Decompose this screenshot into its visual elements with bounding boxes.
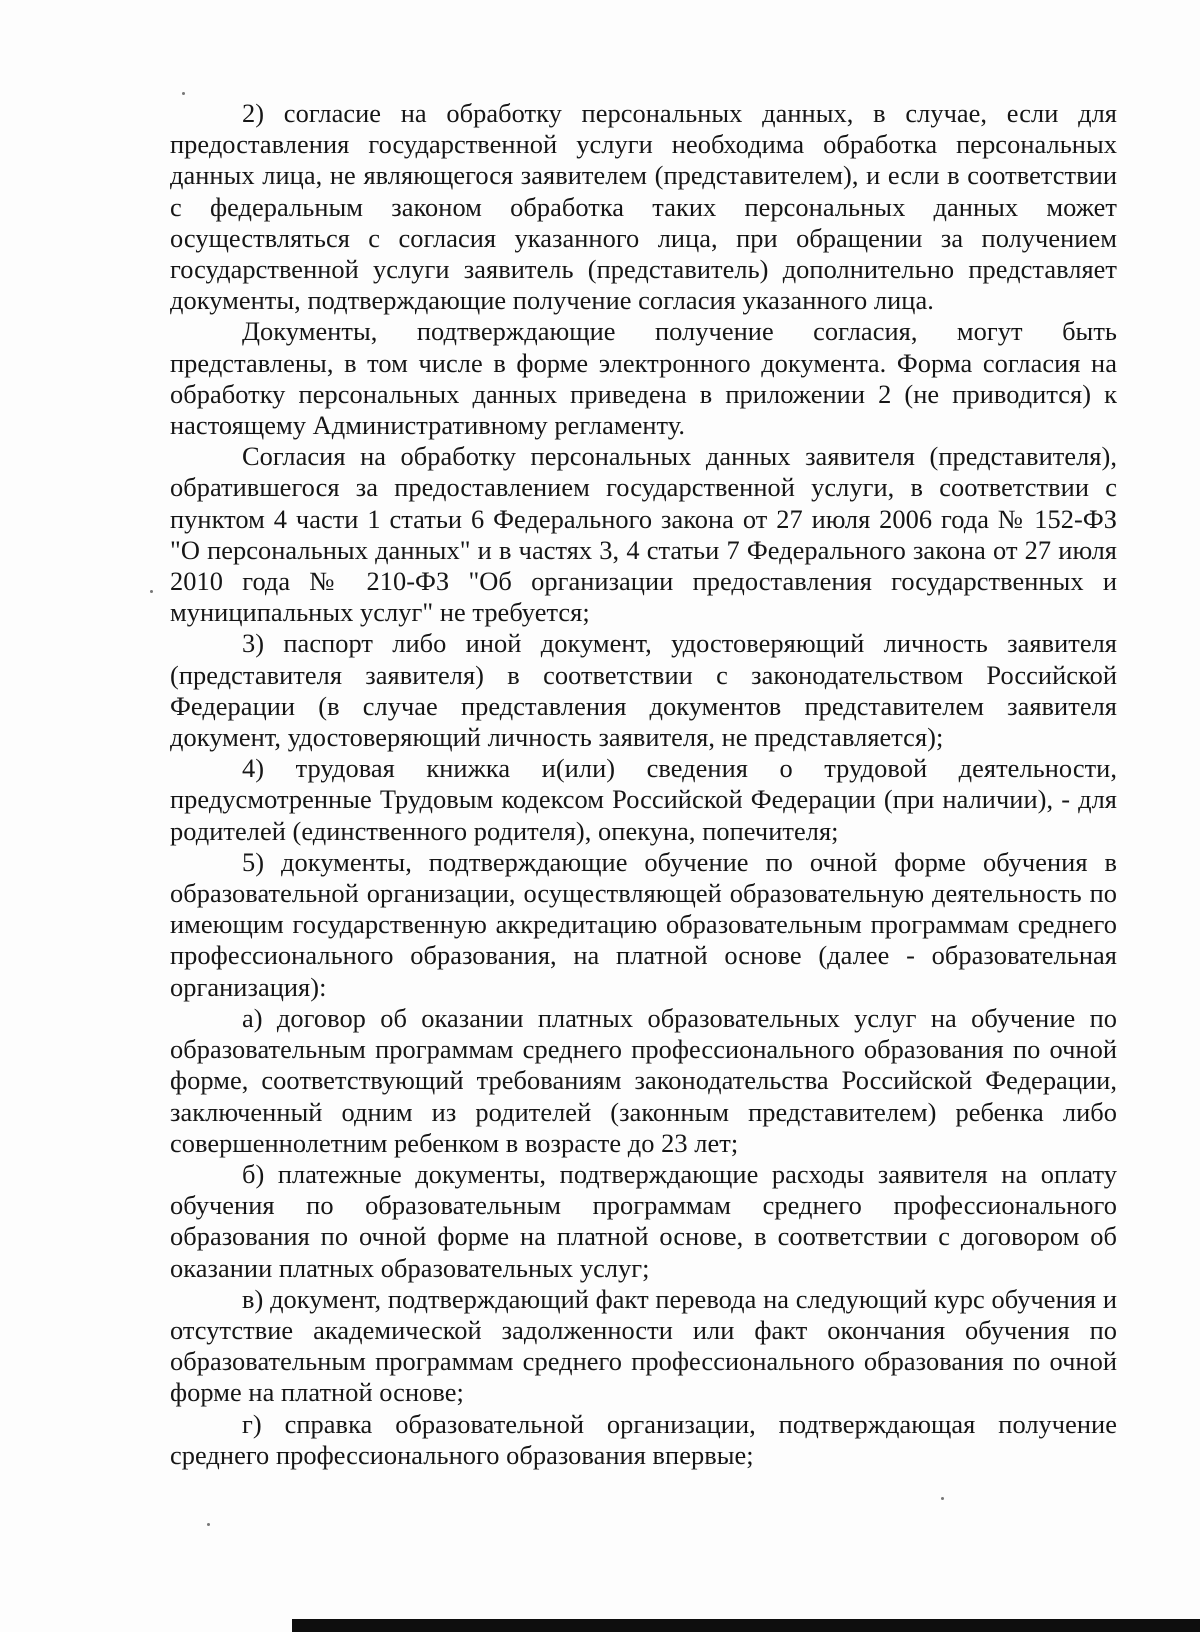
paragraph-passport: 3) паспорт либо иной документ, удостоверяющий личность заявителя (представителя заявителя) в соответствии с законодательством Российской Федерации (в случае представления документов представителем заявителя документ, удостоверяющий личность заявителя, не представляется); [170, 628, 1117, 753]
scan-speck [207, 1523, 210, 1526]
paragraph-consent-documents: Документы, подтверждающие получение согласия, могут быть представлены, в том числе в форме электронного документа. Форма согласия на обработку персональных данных приведена в приложении 2 (не приводится) к настоящему Административному регламенту. [170, 316, 1117, 441]
scan-speck [182, 92, 185, 95]
paragraph-consent-not-required: Согласия на обработку персональных данных заявителя (представителя), обратившегося за предоставлением государственной услуги, в соответствии с пунктом 4 части 1 статьи 6 Федерального закона от 27 июля 2006 года № 152-ФЗ "О персональных данных" и в частях 3, 4 статьи 7 Федерального закона от 27 июля 2010 года № 210-ФЗ "Об организации предоставления государственных и муниципальных услуг" не требуется; [170, 441, 1117, 628]
paragraph-consent: 2) согласие на обработку персональных данных, в случае, если для предоставления государственной услуги необходима обработка персональных данных лица, не являющегося заявителем (представителем), и если в соответствии с федеральным законом обработка таких персональных данных может осуществляться с согласия указанного лица, при обращении за получением государственной услуги заявитель (представитель) дополнительно представляет документы, подтверждающие получение согласия указанного лица. [170, 98, 1117, 316]
paragraph-item-v: в) документ, подтверждающий факт перевода на следующий курс обучения и отсутствие академической задолженности или факт окончания обучения по образовательным программам среднего профессионального образования по очной форме на платной основе; [170, 1283, 1117, 1408]
paragraph-education-documents: 5) документы, подтверждающие обучение по очной форме обучения в образовательной организации, осуществляющей образовательную деятельность по имеющим государственную аккредитацию образовательным программам среднего профессионального образования, на платной основе (далее - образовательная организация): [170, 846, 1117, 1002]
document-body [170, 98, 1117, 1471]
scan-speck [941, 1497, 944, 1500]
paragraph-item-g: г) справка образовательной организации, подтверждающая получение среднего профессионального образования впервые; [170, 1408, 1117, 1470]
paragraph-item-a: а) договор об оказании платных образовательных услуг на обучение по образовательным программам среднего профессионального образования по очной форме, соответствующий требованиям законодательства Российской Федерации, заключенный одним из родителей (законным представителем) ребенка либо совершеннолетним ребенком в возрасте до 23 лет; [170, 1002, 1117, 1158]
paragraph-work-record: 4) трудовая книжка и(или) сведения о трудовой деятельности, предусмотренные Трудовым кодексом Российской Федерации (при наличии), - для родителей (единственного родителя), опекуна, попечителя; [170, 753, 1117, 846]
scan-speck [150, 590, 153, 593]
paragraph-item-b: б) платежные документы, подтверждающие расходы заявителя на оплату обучения по образовательным программам среднего профессионального образования по очной форме на платной основе, в соответствии с договором об оказании платных образовательных услуг; [170, 1158, 1117, 1283]
scan-edge-bar [292, 1619, 1200, 1632]
